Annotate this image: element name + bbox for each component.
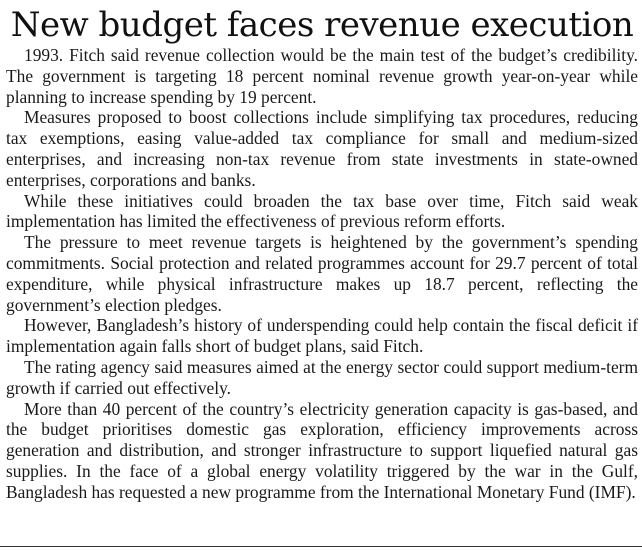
- paragraph-intro: 1993. Fitch said revenue collection would be the main test of the budget’s credibility. The government is targeting 18 percent nominal revenue growth year-on-year while planning to increase spending by 19 percent.: [6, 45, 638, 107]
- bottom-rule: [0, 546, 642, 547]
- article-body: [6, 45, 638, 503]
- paragraph-measures: Measures proposed to boost collections include simplifying tax procedures, reducing tax exemptions, easing value-added tax compliance for small and medium-sized enterprises, and increasing non-tax revenue from state investments in state-owned enterprises, corporations and banks.: [6, 107, 638, 190]
- article-headline: New budget faces revenue execution: [10, 5, 634, 45]
- paragraph-implementation: While these initiatives could broaden the tax base over time, Fitch said weak implementation has limited the effectiveness of previous reform efforts.: [6, 190, 638, 232]
- paragraph-underspending: However, Bangladesh’s history of underspending could help contain the fiscal deficit if implementation again falls short of budget plans, said Fitch.: [6, 315, 638, 357]
- paragraph-energy-sector: The rating agency said measures aimed at the energy sector could support medium-term growth if carried out effectively.: [6, 356, 638, 398]
- paragraph-spending: The pressure to meet revenue targets is heightened by the government’s spending commitments. Social protection and related programmes account for 29.7 percent of total expenditure, while physical infrastructure makes up 18.7 percent, reflecting the government’s election pledges.: [6, 232, 638, 315]
- paragraph-gas: More than 40 percent of the country’s electricity generation capacity is gas-based, and the budget prioritises domestic gas exploration, efficiency improvements across generation and distribution, and stronger infrastructure to support liquefied natural gas supplies. In the face of a global energy volatility triggered by the war in the Gulf, Bangladesh has requested a new programme from the International Monetary Fund (IMF).: [6, 398, 638, 502]
